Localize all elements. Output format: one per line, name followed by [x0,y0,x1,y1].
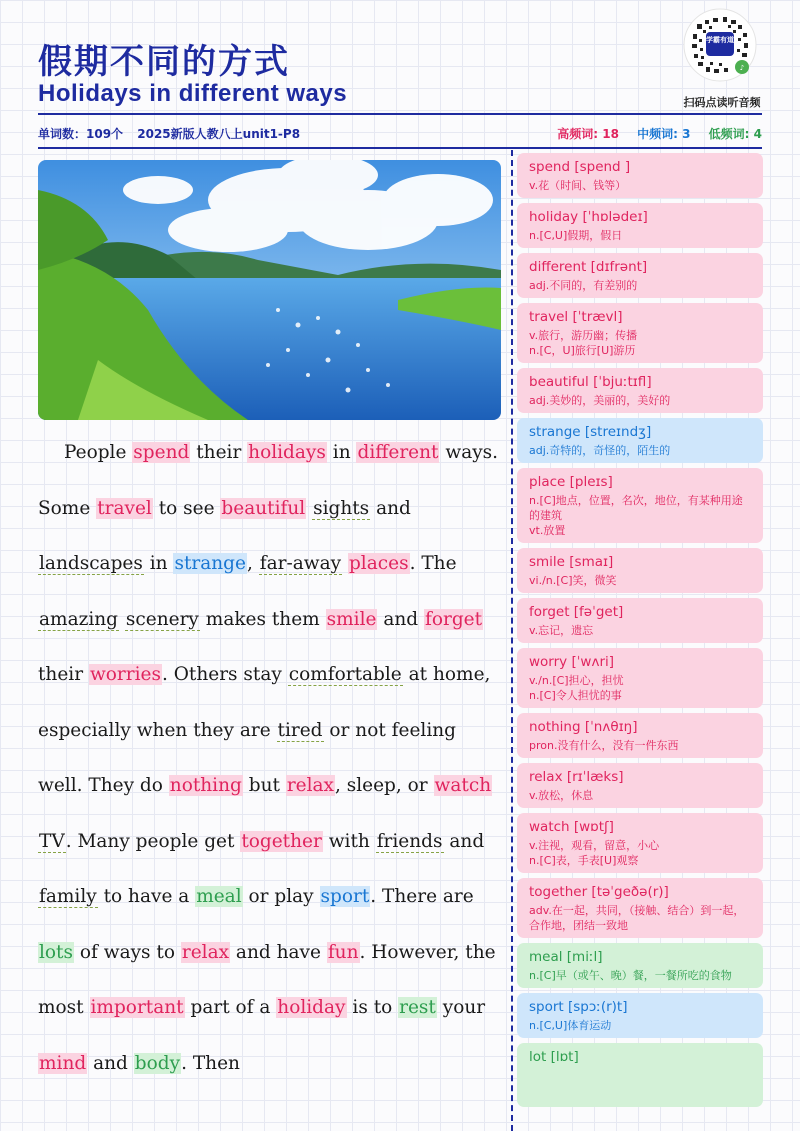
vocab-word: lot [lɒt] [529,1049,579,1065]
highlighted-word[interactable]: fun [327,941,359,963]
highlighted-word[interactable]: rest [399,997,436,1018]
word-count: 单词数：109个 [38,127,124,141]
vocab-card[interactable] [517,203,763,248]
highlighted-word[interactable]: forget [425,608,483,630]
highlighted-word[interactable]: nothing [169,775,242,796]
underlined-word: friends [376,830,443,852]
highlighted-word[interactable]: together [241,830,322,852]
vocab-word: forget [fəˈget] [529,604,624,620]
vocab-card[interactable] [517,763,763,808]
vocab-definition: adj.不同的，有差别的 [529,279,638,292]
qr-code-icon[interactable] [683,8,757,82]
vocab-card[interactable] [517,468,763,543]
highlighted-word[interactable]: worries [89,664,161,685]
vocab-word: holiday [ˈhɒlədeɪ] [529,209,648,225]
highlighted-word[interactable]: relax [181,941,230,963]
vocab-word: strange [streɪndʒ] [529,424,652,440]
underlined-word: tired [277,719,323,741]
highlighted-word[interactable]: spend [133,442,190,463]
high-frequency-count: 高频词: 18 [557,127,619,141]
vocab-word: sport [spɔː(r)t] [529,999,628,1015]
underlined-word: amazing [39,608,119,630]
underlined-word: landscapes [39,553,143,574]
vocab-definition: v.注视，观看，留意，小心 n.[C]表，手表[U]观察 [529,839,660,867]
svg-text:♪: ♪ [739,64,745,72]
vocab-word: worry [ˈwʌri] [529,654,615,670]
underlined-word: TV [39,830,65,852]
highlighted-word[interactable]: watch [434,775,492,796]
vocab-definition: v.旅行，游历幽；传播 n.[C，U]旅行[U]游历 [529,329,638,357]
reading-passage [38,425,500,1091]
highlighted-word[interactable]: strange [174,553,246,574]
vocab-word: place [pleɪs] [529,474,613,490]
mid-frequency-count: 中频词: 3 [637,127,691,141]
vocab-definition: n.[C]地点，位置，名次，地位，有某种用途的建筑 vt.放置 [529,494,743,537]
vocab-word: relax [rɪˈlæks] [529,769,624,785]
highlighted-word[interactable]: smile [326,608,377,630]
vocab-card[interactable] [517,368,763,413]
landscape-illustration [38,160,501,420]
vocab-card[interactable] [517,813,763,873]
vocab-definition: v.忘记，遗忘 [529,624,594,637]
highlighted-word[interactable]: holidays [248,442,326,463]
low-frequency-count: 低频词: 4 [708,127,762,141]
vocab-card[interactable] [517,303,763,363]
highlighted-word[interactable]: relax [286,775,334,796]
vocab-word: spend [spend ] [529,159,631,175]
header-rule-top [38,113,762,115]
title-cn: 假期不同的方式 [38,42,290,82]
highlighted-word[interactable]: body [134,1052,181,1074]
title-en: Holidays in different ways [38,80,348,107]
vocab-definition: v./n.[C]担心，担忧 n.[C]令人担忧的事 [529,674,624,702]
vocab-card[interactable] [517,878,763,938]
highlighted-word[interactable]: beautiful [221,497,306,519]
vocab-word: travel [ˈtrævl] [529,309,623,325]
vocab-card[interactable] [517,153,763,198]
frequency-stats [543,125,762,142]
vocab-card[interactable] [517,713,763,758]
passage-text: People spend their holidays in different ways. Some travel to see beautiful sights and landscapes in strange, far-away places. The amazing scenery makes them smile and forget their worries. Others stay comfortable at home, especially when they are tired or not feeling well. They do nothing but relax, sleep, or watch TV. Many people get together with friends and family to have a meal or play sport. There are lots of ways to relax and have fun. However, the most important part of a holiday is to rest your mind and body. Then [38,442,499,1074]
highlighted-word[interactable]: mind [39,1052,87,1074]
highlighted-word[interactable]: meal [196,886,242,907]
vocab-card[interactable] [517,993,763,1038]
highlighted-word[interactable]: important [90,997,184,1018]
highlighted-word[interactable]: travel [97,497,152,519]
underlined-word: sights [313,497,370,519]
vocab-word: beautiful [ˈbjuːtɪfl] [529,374,652,390]
vocab-card[interactable] [517,943,763,988]
vocab-card[interactable] [517,598,763,643]
vocab-definition: v.放松，休息 [529,789,594,802]
highlighted-word[interactable]: lots [39,941,73,963]
vocab-definition: pron.没有什么，没有一件东西 [529,739,679,752]
vocab-word: nothing [ˈnʌθɪŋ] [529,719,638,735]
vocab-definition: n.[C,U]假期，假日 [529,229,623,242]
vocab-definition: n.[C]早（或午、晚）餐，一餐所吃的食物 [529,969,732,982]
vocab-word: meal [miːl] [529,949,603,965]
underlined-word: far-away [259,553,342,574]
underlined-word: family [39,886,97,907]
vocab-word: watch [wɒtʃ] [529,819,614,835]
vocab-card[interactable] [517,1043,763,1107]
header-rule-bottom [38,147,762,149]
vocab-word: together [təˈgeðə(r)] [529,884,669,900]
vocab-definition: v.花（时间、钱等） [529,179,627,192]
underlined-word: scenery [125,608,199,630]
vocab-definition: adj.奇特的，奇怪的，陌生的 [529,444,671,457]
vocab-definition: vi./n.[C]笑，微笑 [529,574,617,587]
edition-label: 2025新版人教八上unit1-P8 [137,127,301,141]
underlined-word: comfortable [288,664,402,685]
vocab-card[interactable] [517,548,763,593]
highlighted-word[interactable]: different [357,442,439,463]
vocab-card[interactable] [517,648,763,708]
vocab-card[interactable] [517,418,763,463]
vocab-definition: adj.美妙的，美丽的，美好的 [529,394,671,407]
vocabulary-list [517,153,763,1112]
highlighted-word[interactable]: holiday [277,997,346,1018]
qr-caption: 扫码点读听音频 [683,96,761,109]
vocab-word: different [dɪfrənt] [529,259,648,275]
vocab-word: smile [smaɪ] [529,554,614,570]
column-divider [511,150,513,1131]
vocab-definition: adv.在一起，共同，（接触、结合）到一起，合作地，团结一致地 [529,904,745,932]
stats-left [38,125,310,142]
vocab-definition: n.[C,U]体育运动 [529,1019,612,1032]
highlighted-word[interactable]: places [348,553,409,574]
highlighted-word[interactable]: sport [320,886,370,907]
vocab-card[interactable] [517,253,763,298]
qr-badge: 学霸有道 [706,36,734,44]
